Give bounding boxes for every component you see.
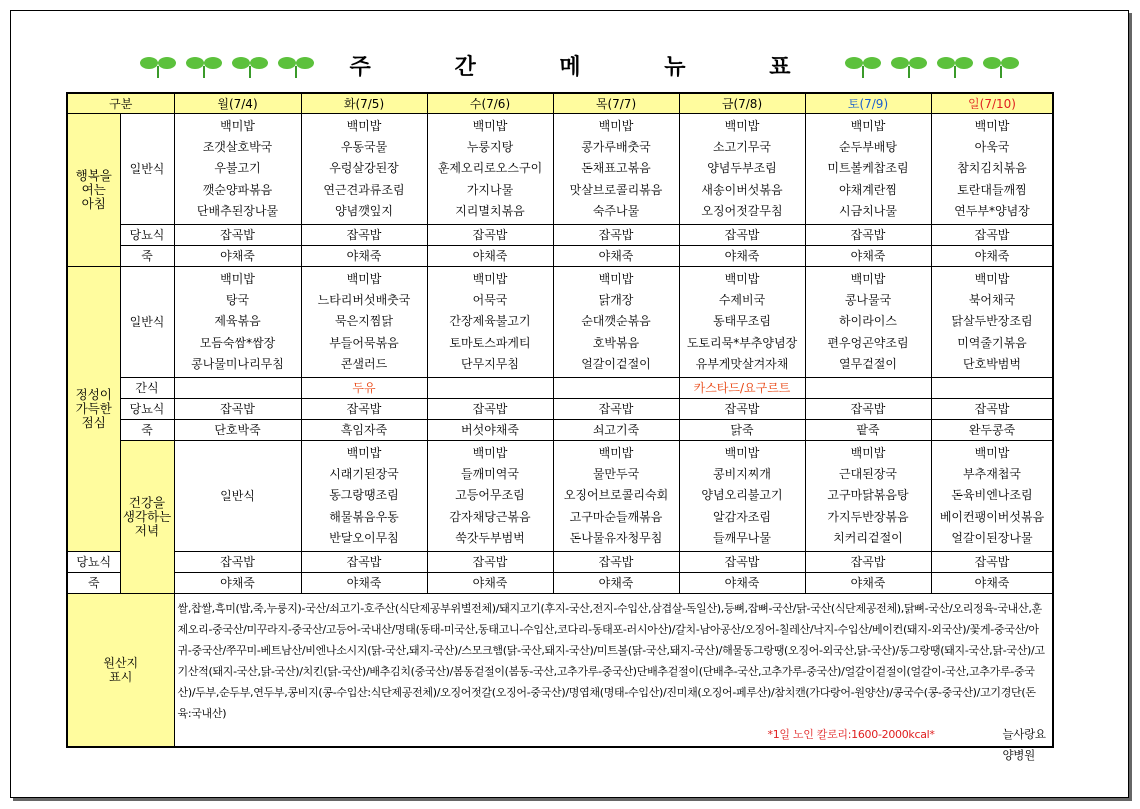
lunch-diabetic-cell: 잡곡밥 [174, 399, 301, 420]
menu-item: 콩나물미나리무침 [191, 357, 284, 372]
menu-item: 호박볶음 [592, 335, 640, 350]
lunch-label-line: 가득한 [75, 401, 112, 416]
header-day: 토(7/9) [805, 93, 931, 114]
dinner-diabetic-cell: 잡곡밥 [805, 552, 931, 573]
weekly-menu-table [66, 92, 1054, 762]
menu-item: 동그랑땡조림 [329, 488, 399, 503]
dinner-porridge-cell: 야채죽 [301, 573, 427, 594]
lunch-diabetic-label: 당뇨식 [120, 399, 174, 420]
lunch-label-line: 점심 [81, 415, 106, 430]
lunch-porridge-label: 죽 [120, 420, 174, 441]
lunch-label [67, 267, 120, 552]
breakfast-porridge-label: 죽 [120, 246, 174, 267]
dinner-porridge-cell: 야채죽 [427, 573, 553, 594]
menu-item: 닭살두반장조림 [951, 314, 1033, 329]
breakfast-label-line: 여는 [81, 182, 106, 197]
lunch-snack-cell [931, 378, 1053, 399]
menu-item: 백미밥 [974, 271, 1010, 286]
lunch-general-cell [931, 267, 1053, 378]
breakfast-label-line: 행복을 [75, 168, 112, 183]
menu-item: 수제비국 [718, 292, 766, 307]
dinner-diabetic-cell: 잡곡밥 [679, 552, 805, 573]
lunch-diabetic-row [67, 399, 1053, 420]
sprout-icon [937, 54, 973, 80]
menu-item: 알감자조림 [713, 509, 771, 524]
breakfast-general-cell [805, 114, 931, 225]
lunch-general-label: 일반식 [120, 267, 174, 378]
menu-item: 순두부배탕 [839, 139, 897, 154]
menu-item: 백미밥 [220, 118, 255, 133]
lunch-snack-cell: 두유 [301, 378, 427, 399]
menu-item: 백미밥 [598, 445, 634, 460]
sprout-icon [891, 54, 927, 80]
menu-item: 백미밥 [598, 271, 634, 286]
menu-item: 북어채국 [968, 292, 1016, 307]
breakfast-porridge-cell: 야채죽 [679, 246, 805, 267]
lunch-porridge-cell: 흑임자죽 [301, 420, 427, 441]
menu-item: 오징어브로콜리숙회 [563, 488, 669, 503]
breakfast-diabetic-cell: 잡곡밥 [174, 225, 301, 246]
menu-item: 야채계란찜 [839, 182, 897, 197]
menu-item: 백미밥 [472, 118, 508, 133]
breakfast-diabetic-cell: 잡곡밥 [679, 225, 805, 246]
menu-item: 반달오이무침 [329, 531, 399, 546]
breakfast-general-cell [931, 114, 1053, 225]
dinner-porridge-cell: 야채죽 [805, 573, 931, 594]
lunch-porridge-row [67, 420, 1053, 441]
header-day: 목(7/7) [553, 93, 679, 114]
dinner-general-label: 일반식 [174, 441, 301, 552]
menu-item: 양념오리불고기 [701, 488, 783, 503]
menu-item: 백미밥 [472, 445, 508, 460]
lunch-general-row [67, 267, 1053, 378]
menu-item: 단배추된장나물 [196, 204, 279, 219]
breakfast-porridge-cell: 야채죽 [174, 246, 301, 267]
dinner-porridge-cell: 야채죽 [931, 573, 1053, 594]
page-title: 주 간 메 뉴 표 [349, 55, 829, 80]
breakfast-diabetic-cell: 잡곡밥 [301, 225, 427, 246]
origin-footer [178, 724, 1049, 762]
menu-item: 단호박범벅 [963, 357, 1021, 372]
origin-label-line: 원산지 [103, 656, 139, 670]
menu-item: 백미밥 [472, 271, 508, 286]
menu-item: 제육볶음 [214, 314, 261, 329]
dinner-label-line: 건강을 [128, 495, 166, 510]
menu-item: 돈채표고볶음 [581, 161, 651, 176]
menu-item: 돈나물유자청무침 [569, 531, 663, 546]
menu-item: 숙주나물 [592, 204, 640, 219]
menu-item: 간장제육불고기 [449, 314, 531, 329]
menu-item: 지리멸치볶음 [455, 204, 525, 219]
breakfast-porridge-cell: 야채죽 [301, 246, 427, 267]
menu-item: 훈제오리로오스구이 [437, 161, 543, 176]
menu-item: 토마토스파게티 [449, 335, 531, 350]
menu-item: 연두부*양념장 [954, 204, 1030, 219]
breakfast-porridge-cell: 야채죽 [805, 246, 931, 267]
menu-item: 어묵국 [472, 292, 508, 307]
breakfast-label-line: 아침 [81, 196, 106, 211]
menu-item: 연근견과류조림 [323, 182, 405, 197]
menu-item: 백미밥 [850, 118, 886, 133]
menu-item: 해물볶음우동 [329, 509, 399, 524]
dinner-diabetic-cell: 잡곡밥 [301, 552, 427, 573]
header-day: 금(7/8) [679, 93, 805, 114]
menu-item: 탕국 [225, 292, 250, 307]
breakfast-diabetic-cell: 잡곡밥 [553, 225, 679, 246]
menu-item: 새송이버섯볶음 [701, 182, 783, 197]
lunch-diabetic-cell: 잡곡밥 [679, 399, 805, 420]
dinner-label-line: 생각하는 [122, 509, 172, 524]
lunch-general-cell [553, 267, 679, 378]
menu-item: 고등어무조림 [455, 488, 525, 503]
lunch-diabetic-cell: 잡곡밥 [301, 399, 427, 420]
lunch-diabetic-cell: 잡곡밥 [553, 399, 679, 420]
lunch-porridge-cell: 닭죽 [679, 420, 805, 441]
dinner-label [120, 441, 174, 594]
menu-item: 아욱국 [974, 139, 1010, 154]
breakfast-diabetic-cell: 잡곡밥 [805, 225, 931, 246]
lunch-diabetic-cell: 잡곡밥 [805, 399, 931, 420]
dinner-porridge-cell: 야채죽 [553, 573, 679, 594]
menu-item: 백미밥 [850, 271, 886, 286]
breakfast-porridge-row [67, 246, 1053, 267]
menu-item: 베이컨팽이버섯볶음 [939, 509, 1045, 524]
origin-text: 쌀,찹쌀,흑미(밥,죽,누룽지)-국산/쇠고기-호주산(식단제공부위별전체)/돼지고기(후지-국산,전지-수입산,삼겹살-독일산),등뼈,잡뼈-국산/닭-국산(식단제공전체),닭뼈-국산/오리정육-국내산,훈제오리-중국산/미꾸라지-중국산/고등어-국내산/명태(동태-미국산,동태고니-수입산,코다리-동태포-러시아산)/갈치-남아공산/오징어-칠레산/낙지-수입산/베이컨(돼지-외국산)/꽃게-중국산/아귀-중국산/쭈꾸미-베트남산/비엔나소시지(닭-국산,돼지-국산)/스모크햄(닭-국산,돼지-국산)/미트볼(닭-국산,돼지-국산)/해물동그랑땡(오징어-외국산,닭-국산)/동그랑땡(돼지-국산,닭-국산)/고기산적(돼지-국산,닭-국산)/치킨(닭-국산)/배추김치(중국산)/봄동겉절이(봄동-국산,고추가루-중국산)단배추겉절이(단배추-국산,고추가루-중국산)/얼갈이겉절이(얼갈이-국산,고추가루-중국산)/두부,순두부,연두부,콩비지(콩-수입산:식단제공전체)/오징어젓갈(오징어-중국산)/명엽채(명태-수입산)/진미채(오징어-페루산)/참치캔(가다랑어-원양산)/콩국수(콩-중국산)/고기경단(돈육:국내산) [177, 602, 1045, 720]
dinner-diabetic-row [67, 552, 1053, 573]
menu-item: 열무겉절이 [839, 357, 897, 372]
lunch-porridge-cell: 완두콩죽 [931, 420, 1053, 441]
breakfast-porridge-cell: 야채죽 [553, 246, 679, 267]
lunch-general-cell [805, 267, 931, 378]
menu-item: 깻순양파볶음 [202, 182, 273, 197]
dinner-general-cell [679, 441, 805, 552]
dinner-general-cell [301, 441, 427, 552]
header-gubun: 구분 [67, 93, 174, 114]
dinner-diabetic-cell: 잡곡밥 [553, 552, 679, 573]
dinner-porridge-label: 죽 [67, 573, 120, 594]
lunch-snack-cell [805, 378, 931, 399]
origin-label [67, 594, 174, 748]
breakfast-diabetic-row [67, 225, 1053, 246]
breakfast-general-cell [301, 114, 427, 225]
menu-item: 얼갈이된장나물 [951, 531, 1033, 546]
menu-item: 들깨미역국 [461, 466, 519, 481]
header-day: 월(7/4) [174, 93, 301, 114]
breakfast-diabetic-label: 당뇨식 [120, 225, 174, 246]
organization-name: 늘사랑요양병원 [1002, 727, 1046, 762]
menu-item: 백미밥 [346, 271, 382, 286]
menu-item: 우동국물 [340, 139, 388, 154]
dinner-porridge-cell: 야채죽 [174, 573, 301, 594]
lunch-label-line: 정성이 [75, 387, 112, 402]
lunch-porridge-cell: 단호박죽 [174, 420, 301, 441]
lunch-general-cell [301, 267, 427, 378]
menu-item: 오징어젓갈무침 [701, 204, 783, 219]
lunch-porridge-cell: 팥죽 [805, 420, 931, 441]
menu-item: 미역줄기볶음 [957, 335, 1027, 350]
menu-item: 들깨무나물 [713, 531, 771, 546]
dinner-general-cell [931, 441, 1053, 552]
menu-item: 쑥갓두부범벅 [455, 531, 525, 546]
menu-item: 우렁살강된장 [329, 161, 399, 176]
menu-item: 닭개장 [598, 292, 634, 307]
menu-item: 모듬숙쌈*쌈장 [199, 335, 276, 350]
header-row [67, 93, 1053, 114]
lunch-diabetic-cell: 잡곡밥 [931, 399, 1053, 420]
origin-row [67, 594, 1053, 748]
dinner-diabetic-label: 당뇨식 [67, 552, 120, 573]
menu-item: 도토리묵*부추양념장 [686, 335, 798, 350]
breakfast-general-row [67, 114, 1053, 225]
lunch-general-cell [679, 267, 805, 378]
menu-item: 백미밥 [974, 445, 1010, 460]
dinner-general-cell [805, 441, 931, 552]
dinner-diabetic-cell: 잡곡밥 [174, 552, 301, 573]
menu-item: 하이라이스 [839, 314, 897, 329]
menu-item: 편우엉곤약조림 [827, 335, 909, 350]
dinner-diabetic-cell: 잡곡밥 [427, 552, 553, 573]
menu-item: 백미밥 [598, 118, 634, 133]
menu-item: 콩가루배춧국 [581, 139, 651, 154]
menu-item: 부추재첩국 [963, 466, 1021, 481]
dinner-general-cell [427, 441, 553, 552]
header-day: 화(7/5) [301, 93, 427, 114]
menu-item: 콩나물국 [844, 292, 892, 307]
dinner-porridge-cell: 야채죽 [679, 573, 805, 594]
menu-item: 유부게맛살겨자채 [695, 357, 789, 372]
menu-item: 느타리버섯배춧국 [317, 292, 411, 307]
dinner-general-cell [553, 441, 679, 552]
menu-item: 근대된장국 [839, 466, 897, 481]
menu-item: 백미밥 [724, 445, 760, 460]
menu-item: 백미밥 [346, 118, 382, 133]
menu-item: 누룽지탕 [466, 139, 514, 154]
lunch-snack-label: 간식 [120, 378, 174, 399]
lunch-snack-cell [174, 378, 301, 399]
dinner-label-line: 저녁 [134, 523, 160, 538]
origin-text-cell [174, 594, 1053, 762]
lunch-snack-cell: 카스타드/요구르트 [679, 378, 805, 399]
menu-item: 백미밥 [724, 118, 760, 133]
menu-item: 콩비지찌개 [713, 466, 771, 481]
breakfast-diabetic-cell: 잡곡밥 [931, 225, 1053, 246]
breakfast-general-cell [679, 114, 805, 225]
menu-item: 가지두반장볶음 [827, 509, 909, 524]
sprout-decoration-right [845, 54, 1019, 80]
breakfast-general-label: 일반식 [120, 114, 174, 225]
lunch-porridge-cell: 버섯야채죽 [427, 420, 553, 441]
breakfast-porridge-cell: 야채죽 [427, 246, 553, 267]
menu-item: 양념깻잎지 [335, 204, 393, 219]
lunch-porridge-cell: 쇠고기죽 [553, 420, 679, 441]
menu-item: 순대깻순볶음 [581, 314, 651, 329]
menu-item: 콘샐러드 [340, 357, 388, 372]
menu-item: 백미밥 [724, 271, 760, 286]
menu-item: 묵은지찜닭 [335, 314, 393, 329]
dinner-porridge-row [67, 573, 1053, 594]
menu-item: 미트볼케찹조림 [827, 161, 909, 176]
menu-item: 백미밥 [850, 445, 886, 460]
lunch-snack-row [67, 378, 1053, 399]
breakfast-general-cell [553, 114, 679, 225]
calorie-note: *1일 노인 칼로리:1600-2000kcal* [767, 728, 935, 741]
menu-item: 고구마순들깨볶음 [569, 509, 663, 524]
menu-item: 토란대들깨찜 [957, 182, 1027, 197]
menu-item: 단무지무침 [461, 357, 519, 372]
dinner-general-row [67, 441, 1053, 552]
menu-item: 동태무조림 [713, 314, 771, 329]
breakfast-general-cell [174, 114, 301, 225]
menu-item: 치커리겉절이 [833, 531, 903, 546]
menu-item: 우불고기 [214, 161, 261, 176]
menu-item: 감자채당근볶음 [449, 509, 531, 524]
origin-label-line: 표시 [109, 670, 133, 684]
menu-item: 물만두국 [592, 466, 640, 481]
menu-item: 시래기된장국 [329, 466, 399, 481]
menu-item: 가지나물 [466, 182, 514, 197]
breakfast-label [67, 114, 120, 267]
menu-item: 부들어묵볶음 [329, 335, 399, 350]
lunch-general-cell [427, 267, 553, 378]
header-day: 일(7/10) [931, 93, 1053, 114]
menu-item: 시금치나물 [839, 204, 897, 219]
dinner-diabetic-cell: 잡곡밥 [931, 552, 1053, 573]
menu-item: 맛살브로콜리볶음 [569, 182, 663, 197]
menu-item: 백미밥 [346, 445, 382, 460]
header-day: 수(7/6) [427, 93, 553, 114]
breakfast-porridge-cell: 야채죽 [931, 246, 1053, 267]
menu-item: 소고기무국 [713, 139, 771, 154]
lunch-snack-cell [553, 378, 679, 399]
menu-item: 얼갈이겉절이 [581, 357, 651, 372]
menu-item: 양념두부조림 [707, 161, 777, 176]
menu-item: 참치김치볶음 [957, 161, 1027, 176]
breakfast-general-cell [427, 114, 553, 225]
menu-item: 고구마닭볶음탕 [827, 488, 909, 503]
breakfast-diabetic-cell: 잡곡밥 [427, 225, 553, 246]
lunch-diabetic-cell: 잡곡밥 [427, 399, 553, 420]
menu-item: 돈육비엔나조림 [951, 488, 1033, 503]
lunch-snack-cell [427, 378, 553, 399]
lunch-general-cell [174, 267, 301, 378]
menu-item: 백미밥 [974, 118, 1010, 133]
sprout-icon [983, 54, 1019, 80]
menu-item: 백미밥 [220, 271, 255, 286]
sprout-icon [845, 54, 881, 80]
menu-item: 조갯살호박국 [202, 139, 273, 154]
